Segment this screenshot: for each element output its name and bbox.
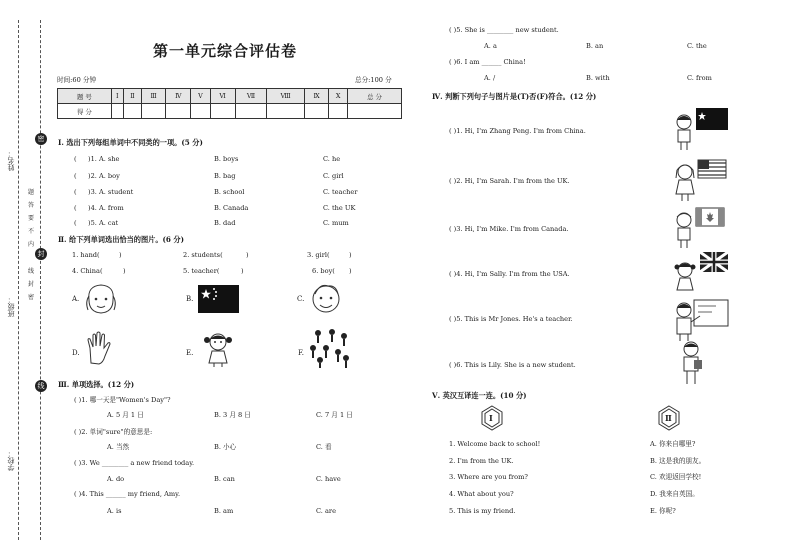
boy-with-canada-flag-icon <box>672 206 730 250</box>
score-cell: Ⅰ <box>111 89 123 104</box>
answer-bracket[interactable]: ( <box>74 204 77 212</box>
score-cell: Ⅶ <box>235 89 266 104</box>
section-1-heading: Ⅰ. 选出下列每组单词中不同类的一项。(5 分) <box>58 138 203 147</box>
option-a: A. do <box>107 475 125 483</box>
score-cell: 题 号 <box>58 89 112 104</box>
option-a: )3. A. student <box>88 188 134 196</box>
score-cell: Ⅴ <box>191 89 210 104</box>
word-china: 4. China( <box>72 267 103 275</box>
chinese-phrase-d[interactable]: D. 我来自英国。 <box>650 490 699 498</box>
option-b: B. 3 月 8 日 <box>214 411 251 419</box>
score-cell: Ⅳ <box>166 89 191 104</box>
school-label: 学校： <box>7 450 15 471</box>
margin-dashed-line-outer <box>18 20 19 540</box>
judge-item-3: ( )3. Hi, I'm Mike. I'm from Canada. <box>449 225 569 233</box>
teacher-at-blackboard-icon <box>672 298 730 342</box>
score-input-cell[interactable] <box>235 104 266 119</box>
score-value-row <box>58 104 402 119</box>
score-input-cell[interactable] <box>210 104 235 119</box>
warn-char: 答 <box>27 202 34 209</box>
answer-bracket[interactable]: ( <box>74 155 77 163</box>
option-c: C. mum <box>323 219 349 227</box>
picture-letter-e: E. <box>186 349 194 357</box>
girl-with-pigtails-icon <box>200 330 236 368</box>
option-a: )5. A. cat <box>88 219 119 227</box>
warn-char: 密 <box>27 294 34 301</box>
option-c: C. the UK <box>323 204 356 212</box>
question-2: ( )2. 单词"sure"的意思是: <box>74 428 153 436</box>
warn-char: 封 <box>27 281 34 288</box>
boy-student-icon <box>676 340 706 386</box>
section-3-heading: Ⅲ. 单项选择。(12 分) <box>58 380 135 389</box>
boy-face-icon <box>308 280 344 316</box>
option-c: C. he <box>323 155 341 163</box>
option-b: B. with <box>586 74 610 82</box>
picture-letter-f: F. <box>298 349 304 357</box>
score-input-cell[interactable] <box>348 104 402 119</box>
china-flag-icon <box>198 285 239 313</box>
judge-item-4: ( )4. Hi, I'm Sally. I'm from the USA. <box>449 270 570 278</box>
section-2-heading: Ⅱ. 给下列单词选出恰当的图片。(6 分) <box>58 235 184 244</box>
picture-letter-a: A. <box>72 295 80 303</box>
option-b: B. Canada <box>214 204 249 212</box>
total-score: 总分:100 分 <box>355 76 392 84</box>
question-1: ( )1. 哪一天是"Women's Day"? <box>74 396 171 404</box>
score-input-cell[interactable] <box>304 104 328 119</box>
option-c: C. teacher <box>323 188 358 196</box>
name-label: 姓名： <box>7 150 15 171</box>
score-cell: Ⅵ <box>210 89 235 104</box>
score-cell: Ⅹ <box>329 89 348 104</box>
english-phrase-1[interactable]: 1. Welcome back to school! <box>449 440 541 448</box>
score-input-cell[interactable] <box>141 104 165 119</box>
option-b: B. 小心 <box>214 443 237 451</box>
score-input-cell[interactable] <box>111 104 123 119</box>
english-phrase-4[interactable]: 4. What about you? <box>449 490 514 498</box>
warn-char: 线 <box>27 268 34 275</box>
score-input-cell[interactable] <box>123 104 141 119</box>
judge-item-2: ( )2. Hi, I'm Sarah. I'm from the UK. <box>449 177 570 185</box>
score-input-cell[interactable] <box>191 104 210 119</box>
bracket-close[interactable]: ) <box>241 267 244 275</box>
judge-item-5: ( )5. This is Mr Jones. He's a teacher. <box>449 315 573 323</box>
score-row-label: 得 分 <box>58 104 112 119</box>
judge-item-6: ( )6. This is Lily. She is a new student. <box>449 361 576 369</box>
word-teacher: 5. teacher( <box>183 267 220 275</box>
option-a: A. / <box>484 74 496 82</box>
option-b: B. boys <box>214 155 239 163</box>
score-cell: Ⅷ <box>267 89 305 104</box>
option-b: B. can <box>214 475 235 483</box>
hand-icon <box>84 330 114 366</box>
answer-bracket[interactable]: ( <box>74 219 77 227</box>
word-students: 2. students( <box>183 251 223 259</box>
chinese-phrase-c[interactable]: C. 欢迎返回学校! <box>650 473 702 481</box>
chinese-phrase-b[interactable]: B. 这是我的朋友。 <box>650 457 706 465</box>
option-a: A. a <box>484 42 497 50</box>
word-girl: 3. girl( <box>307 251 330 259</box>
bracket-close[interactable]: ) <box>119 251 122 259</box>
english-phrase-5[interactable]: 5. This is my friend. <box>449 507 516 515</box>
option-a: A. 5 月 1 日 <box>107 411 144 419</box>
option-c: C. from <box>687 74 712 82</box>
girl-face-icon <box>83 282 119 316</box>
option-b: B. an <box>586 42 604 50</box>
question-6: ( )6. I am ______ China! <box>449 58 526 66</box>
seal-circle-3: 线 <box>35 380 47 392</box>
chinese-phrase-e[interactable]: E. 你呢? <box>650 507 676 515</box>
warn-char: 内 <box>27 241 34 248</box>
option-a: )4. A. from <box>88 204 124 212</box>
picture-letter-b: B. <box>186 295 194 303</box>
seal-circle-1: 密 <box>35 133 47 145</box>
score-cell: Ⅲ <box>141 89 165 104</box>
warn-char: 不 <box>27 228 34 235</box>
seal-circle-2: 封 <box>35 248 47 260</box>
warn-char: 题 <box>27 189 34 196</box>
option-a: )2. A. boy <box>88 172 120 180</box>
option-a: )1. A. she <box>88 155 120 163</box>
judge-item-1: ( )1. Hi, I'm Zhang Peng. I'm from China. <box>449 127 586 135</box>
bracket-close[interactable]: ) <box>349 251 352 259</box>
score-table <box>57 88 402 119</box>
question-4: ( )4. This ______ my friend, Amy. <box>74 490 181 498</box>
option-c: C. the <box>687 42 707 50</box>
answer-bracket[interactable]: ( <box>74 188 77 196</box>
picture-letter-c: C. <box>297 295 305 303</box>
question-3: ( )3. We ________ a new friend today. <box>74 459 195 467</box>
english-phrase-3[interactable]: 3. Where are you from? <box>449 473 528 481</box>
warn-char: 要 <box>27 215 34 222</box>
option-c: C. girl <box>323 172 344 180</box>
girl-with-usa-flag-icon <box>672 158 730 202</box>
option-b: B. school <box>214 188 245 196</box>
chinese-phrase-a[interactable]: A. 你来自哪里? <box>650 440 696 448</box>
class-label: 班级： <box>7 296 15 317</box>
option-c: C. are <box>316 507 336 515</box>
option-b: B. bag <box>214 172 236 180</box>
girl-with-uk-flag-icon <box>672 252 730 294</box>
score-cell: Ⅱ <box>123 89 141 104</box>
option-c: C. 看 <box>316 443 332 451</box>
score-cell: Ⅸ <box>304 89 328 104</box>
column-2-label: Ⅱ <box>665 413 672 423</box>
bracket-close[interactable]: ) <box>246 251 249 259</box>
score-header-row <box>58 89 402 104</box>
column-1-label: Ⅰ <box>489 413 493 423</box>
question-5: ( )5. She is ________ new student. <box>449 26 559 34</box>
margin-dashed-line-inner <box>40 20 41 540</box>
section-4-heading: Ⅳ. 判断下列句子与图片是(T)否(F)符合。(12 分) <box>432 92 597 101</box>
answer-bracket[interactable]: ( <box>74 172 77 180</box>
time-limit: 时间:60 分钟 <box>57 76 97 84</box>
option-c: C. have <box>316 475 341 483</box>
picture-letter-d: D. <box>72 349 80 357</box>
score-input-cell[interactable] <box>267 104 305 119</box>
word-hand: 1. hand( <box>72 251 100 259</box>
score-input-cell[interactable] <box>329 104 348 119</box>
option-b: B. am <box>214 507 234 515</box>
score-cell: 总 分 <box>348 89 402 104</box>
option-a: A. is <box>107 507 122 515</box>
seal-warning <box>26 186 36 304</box>
bracket-close[interactable]: ) <box>349 267 352 275</box>
option-c: C. 7 月 1 日 <box>316 411 353 419</box>
section-5-heading: Ⅴ. 英汉互译连一连。(10 分) <box>432 391 527 400</box>
option-b: B. dad <box>214 219 236 227</box>
bracket-close[interactable]: ) <box>123 267 126 275</box>
boy-with-china-flag-icon <box>672 108 730 152</box>
group-of-students-icon <box>308 328 350 368</box>
word-boy: 6. boy( <box>312 267 335 275</box>
option-a: A. 当然 <box>107 443 130 451</box>
english-phrase-2[interactable]: 2. I'm from the UK. <box>449 457 514 465</box>
score-input-cell[interactable] <box>166 104 191 119</box>
page-title: 第一单元综合评估卷 <box>152 42 297 60</box>
